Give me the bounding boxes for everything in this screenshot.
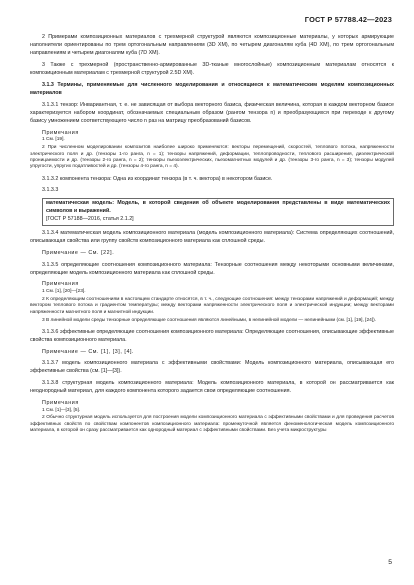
term-3-1-3-3-number: 3.1.3.3 — [42, 187, 59, 194]
section-heading-3-1-3: 3.1.3 Термины, применяемые для численного моделирования и относящиеся к математическим моделям композиционных материалов — [30, 81, 394, 96]
term-3-1-3-2: 3.1.3.2 компонента тензора: Одна из координат тензора (в т. ч. вектора) в некотором базисе. — [42, 175, 273, 182]
note-item: 1 См. [1]—[3], [5]. — [42, 407, 81, 413]
definition-box — [42, 198, 394, 226]
note-item: 2 При численном моделировании композитов наиболее широко применяются: векторы перемещений, скоростей, теплового потока, напряженности электрического поля и др. (тензоры 1-го ранга, n = 1); тензоры напряжений, деформации, теплопроводности, теплового расширения, диэлектрической проницаемости и др. (тензоры 2-го ранга, n = 2); тензоры пьезоэлектрических, пьезомагнитных модулей и др. (тензоры 3-го ранга, n = 3); тензоры модулей упругости, упругих податливостей и др. (тензоры 4-го ранга, n = 4). — [30, 145, 394, 170]
note-single: Примечание — См. [22]. — [42, 249, 115, 256]
notes-heading: Примечания — [42, 129, 79, 136]
definition-reference: [ГОСТ Р 57188—2016, статья 2.1.2] — [46, 215, 134, 222]
page-content — [30, 33, 394, 436]
term-3-1-3-7: 3.1.3.7 модель композиционного материала с эффективными свойствами: Модель композиционного материала, описывающая его эффективные свойства (см. [1]—[3]). — [30, 360, 394, 375]
term-3-1-3-6: 3.1.3.6 эффективные определяющие соотношения композиционного материала: Определяющие соотношения, описывающие эффективные свойства композиционного материала. — [30, 328, 394, 344]
note-item: 2 Обычно структурная модель используется для построения модели композиционного материала с эффективными свойствами и для проведения расчетов эффективных свойств по свойствам компонентов композиционного материала: промежуточной является феноменологическая модель композиционного материала, в которой он сразу рассматривается как однородный материал с эффективными свойствами. Без учета микроструктуры — [30, 415, 394, 434]
notes-heading: Примечания — [42, 399, 79, 406]
term-3-1-3-8: 3.1.3.8 структурная модель композиционного материала: Модель композиционного материала, в которой он рассматривается как неоднородный материал, для каждого компонента которого задается свои определяющие соотношения. — [30, 380, 394, 395]
note-item: 1 См. [1], [20]—[23]. — [42, 289, 86, 295]
page-number: 5 — [388, 559, 392, 566]
definition-text: математическая модель: Модель, в которой сведения об объекте моделирования представлены в виде математических символов и выражений. — [46, 199, 390, 214]
note-single: Примечание — См. [1], [3], [4]. — [42, 348, 135, 355]
note-item: 2 К определяющим соотношениям в настоящем стандарте относятся, в т. ч., следующие соотношения: между тензорами напряжений и деформаций; между вектором теплового потока и градиентом температуры; между векторами напряженности электрического поля и электрической индукции; между векторами напряженности магнитного поля и магнитной индукции. — [30, 296, 394, 315]
term-3-1-3-4: 3.1.3.4 математическая модель композиционного материала (модель композиционного материала): Система определяющих соотношений, описывающая свойства или группу свойств композиционного материала как сплошной среды. — [30, 230, 394, 245]
note-item: 1 См. [19]. — [42, 137, 65, 143]
notes-heading: Примечания — [42, 281, 79, 288]
document-code: ГОСТ Р 57788.42—2023 — [304, 15, 392, 24]
term-3-1-3-5: 3.1.3.5 определяющие соотношения композиционного материала: Тензорные соотношения между некоторыми основными величинами, определяющие модель композиционного материала как сплошной среды. — [30, 261, 394, 276]
paragraph-example-25d: 3 Также с трехмерной (пространственно-армированные 3D-тканые многослойные) композиционным материалам относятся к композиционным материалам с трехмерной структурой 2.5D ХМ). — [30, 62, 394, 77]
paragraph-example-3d: 2 Примерами композиционных материалов с трехмерной структурой являются композиционные материалы, у которых армирующие наполнители ориентированы по трем ортогональным направлениям (3D ХМ), по четырем диагоналям куба (4D ХМ), по трем ортогональным направлениям и четырем диагоналям куба (7D ХМ). — [30, 34, 394, 57]
note-item: 3 В линейной модели среды тензорные определяющие соотношения являются линейными, в нелинейной модели — нелинейными (см. [1], [19], [24]). — [42, 317, 377, 323]
term-3-1-3-1: 3.1.3.1 тензор: Инвариантная, т. е. не зависящая от выбора векторного базиса, физическая величина, которая в каждом векторном базисе характеризуется набором координат, обозначаемых специальным образом (рангом тензора n) и преобразующихся при переходе к другому базису умножением соответствующего число n раз на матрицу преобразований базисов. — [30, 101, 394, 124]
